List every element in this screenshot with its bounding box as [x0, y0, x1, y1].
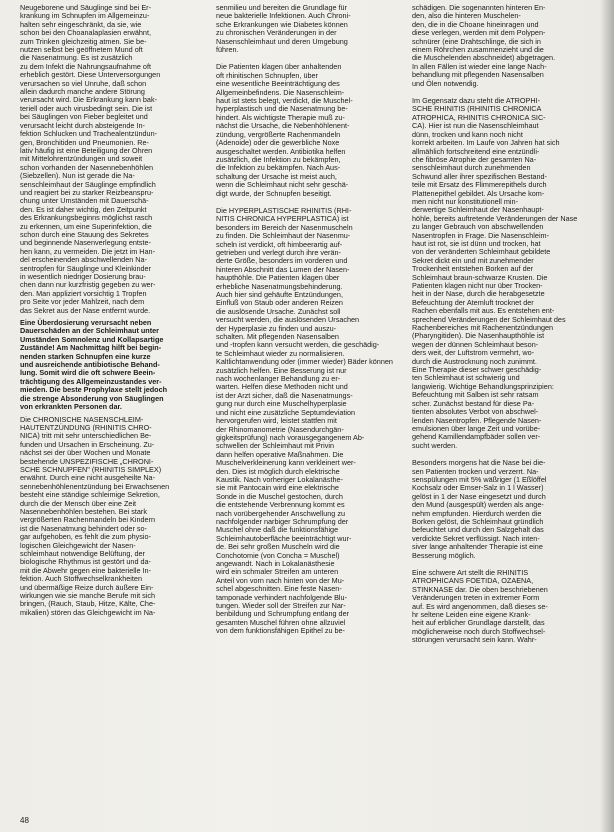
paragraph: Neugeborene und Säuglinge sind bei Er- krankung im Schnupfen im Allgemeinzu- halten sehr eingeschränkt, da sie, wie schon bei den Choanalaplasien erwähnt, zum Trinken gleichzeitig atmen. Sie be- nutzen selbst bei geöffnetem Mund oft die Nasenatmung. Es ist zusätzlich zu dem Infekt die Nahrungsaufnahme oft erheblich gestört. Diese Unterversorgungen verursachen so viel Unruhe, daß schon allein dadurch manche andere Störung verursacht wird. Die Erkrankung kann bak- teriell oder auch virusbedingt sein. Die ist bei Säuglingen von Fieber begleitet und verursacht leicht durch absteigende In- fektion Schlucken und Trachealentzündun- gen, Bronchitiden und Pneumonien. Re- lativ häufig ist eine Beteiligung der Ohren mit Mittelohrentzündungen und soweit schon vorhanden der Nasennebenhöhlen (Siebzellen). Nun ist gerade die Na- senschleimhaut der Säuglinge empfindlich und reagiert bei zu starker Reizbeanspru- chung unter Umständen mit Dauerschä- den. Es ist daher wichtig, den Zeitpunkt des Erkrankungsbeginns möglichst rasch zu erkennen, um eine Superinfektion, die schon durch eine Stauung des Sekretes und beginnende Nasenverlegung entste- hen kann, zu vermeiden. Die jetzt im Han- del erscheinenden abschwellenden Na- sentropfen für Säuglinge und Kleinkinder in wesentlich niedriger Dosierung brau- chen dann nur kurzfristig gegeben zu wer- den. Man appliziert vorsichtig 1 Tropfen pro Seite vor jeder Mahlzeit, nach dem das Sekret aus der Nase entfernt wurde.: [20, 4, 161, 315]
text-column-middle: [216, 4, 402, 810]
paragraph: Besonders morgens hat die Nase bei die- sen Patienten trocken und verzerrt. Na- senspülungen mit 5% wäßriger (1 Eßlöffel Kochsalz oder Emser-Salz in 1 l Wasser) gelöst in 1 der Nase eingesetzt und durch den Mund (ausgespült) werden als ange- nehm empfunden. Hierdurch werden die Borken gelöst, die Schleimhaut gründlich befeuchtet und durch den Salzgehalt das verdickte Sekret verflüssigt. Nach inten- siver lange anhaltender Therapie ist eine Besserung möglich.: [412, 458, 547, 560]
paragraph: Eine schwere Art stellt die RHINITIS ATROPHICANS FOETIDA, OZAENA, STINKNASE dar. Die oben beschriebenen Veränderungen treten in extremer Form auf. Es wird angenommen, daß dieses se- hr seltene Leiden eine eigene Krank- heit auf erblicher Grundlage darstellt, das möglicherweise noch durch Stoffwechsel- störungen verursacht sein kann. Wahr-: [412, 568, 548, 645]
warning-paragraph: Eine Überdosierung verursacht neben Dauerschäden an der Schleimhaut unter Umständen Somnolenz und Kollapsartige Zustände! Am Nachmittag hilft bei begin- nenden starken Schnupfen eine kurze und ausreichende antibiotische Behand- lung. Somit wird die oft schwere Beein- trächtigung des Allgemeinzustandes ver- mieden. Die beste Prophylaxe stellt jedoch die strenge Absonderung von Säuglingen von erkrankten Personen dar.: [20, 318, 168, 412]
text-column-left: [20, 4, 206, 810]
paragraph: Die CHRONISCHE NASENSCHLEIM- HAUTENTZÜNDUNG (RHINITIS CHRO- NICA) tritt mit sehr unterschiedlichen Be- funden und Ursachen in Erscheinung. Zu- nächst sei der über Wochen und Monate bestehende UNSPEZIFISCHE „CHRONI- SCHE SCHNUPFEN" (RHINITIS SIMPLEX) erwähnt. Durch eine nicht ausgeheilte Na- sennebenhöhlenentzündung bei Erwachsenen besteht eine ständige schleimige Sekretion, durch die der Mensch über eine Zeit Nasennebenhöhlen bestehen. Bei stark vergrößerten Rachenmandeln bei Kindern ist die Nasenatmung behindert oder so- gar aufgehoben, es fehlt die zum physio- logischen Gleichgewicht der Nasen- schleimhaut notwendige Belüftung, der biologische Rhythmus ist gestört und da- mit die Abwehr gegen eine bakterielle In- fektion. Auch Stoffwechselkrankheiten und übermäßige Reize durch äußere Ein- wirkungen wie sie manche Berufe mit sich bringen, (Rauch, Staub, Hitze, Kälte, Che- mikalien) stören das Gleichgewicht im Na-: [20, 414, 170, 617]
page-edge-shadow: [600, 0, 614, 832]
paragraph: schädigen. Die sogenannten hinteren En- den, also die hinteren Muschelen- den, die in die Choane hineinragen und diese verlegen, werden mit dem Polypen- schnürer (eine Drahtschlinge, die sich in einem Röhrchen zusammenzieht und die die Muschelenden abschneidet) abgetragen. In allen Fällen ist wieder eine lange Nach- behandlung mit pflegenden Nasensalben und Ölen notwendig.: [412, 4, 556, 88]
page-number: 48: [20, 816, 29, 825]
paragraph: Im Gegensatz dazu steht die ATROPHI- SCHE RHINITIS (RHINITIS CHRONICA ATROPHICA, RHINITIS CHRONICA SIC- CA). Hier ist nun die Nasenschleimhaut dünn, trocken und kann noch nicht korrekt arbeiten. Im Laufe von Jahren hat sich allmählich fortschreitend eine entzündli- che fibröse Atrophie der gesamten Na- senschleimhaut durch zunehmenden Schwund aller ihrer spezifischen Bestand- teile mit Ersatz des Flimmerepithels durch Plattenepithel gebildet. Als Ursache kom- men nicht nur konstitutionell min- derwertige Schleimhaut der Nasenhaupt- höhle, bereits auftretende Veränderungen der Nase zu langer Gebrauch von abschwellenden Nasentropfen in Frage. Die Nasenschleim- haut ist rot, sie ist dünn und trocken, hat von der veränderten Schleimhaut gebildete Sekret dickt ein und mit zunehmender Trockenheit entstehen Borken auf der Schleimhaut braun-schwarze Krusten. Die Patienten klagen nicht nur über Trocken- heit in der Nase, durch die herabgesetzte Befeuchtung der Atemluft trocknet der Rachen ebenfalls mit aus. Es entstehen ent- sprechend Veränderungen der Schleimhaut des Rachenbereiches mit Rachenentzündungen (Pharyngitiden). Die Nasenhaupthöhle ist wegen der dünnen Schleimhaut beson- ders weit, der Luftstrom vermehrt, wo- durch die Austrocknung noch zunimmt. Eine Therapie dieser schwer geschädig- ten Schleimhaut ist schwierig und langwierig. Wichtige Behandlungsprinzipien: Befeuchtung mit Salben ist sehr ratsam scher. Zunächst bestand für diese Pa- tienten absolutes Verbot von abschwel- lenden Nasentropfen. Pflegende Nasen- emulsionen über lange Zeit und vorübe- gehend Kamillendampfbäder sollen ver- sucht werden.: [412, 96, 578, 450]
text-column-right: [412, 4, 598, 810]
text-columns: [20, 4, 598, 810]
paragraph: Die Patienten klagen über anhaltenden oft rhinitischen Schnupfen, über eine wesentliche Beeinträchtigung des Allgemeinbefindens. Die Nasenschleim- haut ist stets belegt, verdickt, die Muschel- hyperplastisch und die Nasenatmung be- hindert. Als wichtigste Therapie muß zu- nächst die Ursache, die Nebenhöhlenent- zündung, vergrößerte Rachenmandeln (Adenoide) oder die gewerbliche Noxe ausgeschaltet werden. Antibiotika helfen zusätzlich, die Infektion zu bekämpfen, die Infektion zu bekämpfen. Nach Aus- schaltung der Ursache ist meist auch, wenn die Schleimhaut nicht sehr geschä- digt wurde, der Schnupfen beseitigt.: [216, 62, 353, 198]
paragraph: senmilieu und bereiten die Grundlage für neue bakterielle Infektionen. Auch Chroni- sche Erkrankungen wie Diabetes können zu chronischen Veränderungen in der Nasenschleimhaut und deren Umgebung führen.: [216, 4, 351, 55]
paragraph: Die HYPERPLASTISCHE RHINITIS (RHI- NITIS CHRONICA HYPERPLASTICA) ist besonders im Bereich der Nasenmuscheln zu finden. Die Schleimhaut der Nasenmu- scheln ist verdickt, oft himbeerartig auf- getrieben und verlegt durch ihre verän- derte Größe, besonders im vorderen und hinteren Abschnitt das Lumen der Nasen- haupthöhle. Die Patienten klagen über erhebliche Nasenatmungsbehinderung. Auch hier sind gehäufte Entzündungen, Einfluß von Staub oder anderen Reizen die auslösende Ursache. Zunächst soll versucht werden, die auslösenden Ursachen der Hyperplasie zu finden und auszu- schalten. Mit pflegenden Nasensalben und -tropfen kann versucht werden, die geschädig- te Schleimhaut wieder zu normalisieren. Kaltlichtanwendung oder (immer wieder) Bäder können zusätzlich helfen. Eine Besserung ist nur nach wochenlanger Behandlung zu er- warten. Helfen diese Methoden nicht und ist der Arzt sicher, daß die Nasenatmungs- gung nur durch eine Muschelhyperplasie und nicht eine zusätzliche Septumdeviation hervorgerufen wird, leistet stattfen mit der Rhinomanometrie (Nasendurchgän- gigkeitsprüfung) nach vorausgegangenem Ab- schwellen der Schleimhaut mit Privin dann helfen operative Maßnahmen. Die Muschelverkleinerung kann verkleinert wer- den. Dies ist möglich durch elektrische Kaustik. Nach vorheriger Lokalanästhe- sie mit Pantocain wird eine elektrische Sonde in die Muschel gestochen, durch die entstehende Verbrennung kommt es nach vorübergehender Anschwellung zu nachfolgender narbiger Schrumpfung der Muschel ohne daß die funktionsfähige Schleimhautoberfläche beeinträchtigt wur- de. Bei sehr großen Muscheln wird die Conchotomie (von Concha = Muschel) angewandt. Nach in Lokalanästhesie wird ein schmaler Streifen am unteren Anteil von vorn nach hinten von der Mu- schel abgeschnitten. Eine feste Nasen- tamponade verhindert nachfolgende Blu- tungen. Wieder soll der Streifen zur Nar- benbildung und Schrumpfung entlang der gesamten Muschel führen ohne allzuviel von dem funktionsfähigen Epithel zu be-: [216, 205, 393, 636]
